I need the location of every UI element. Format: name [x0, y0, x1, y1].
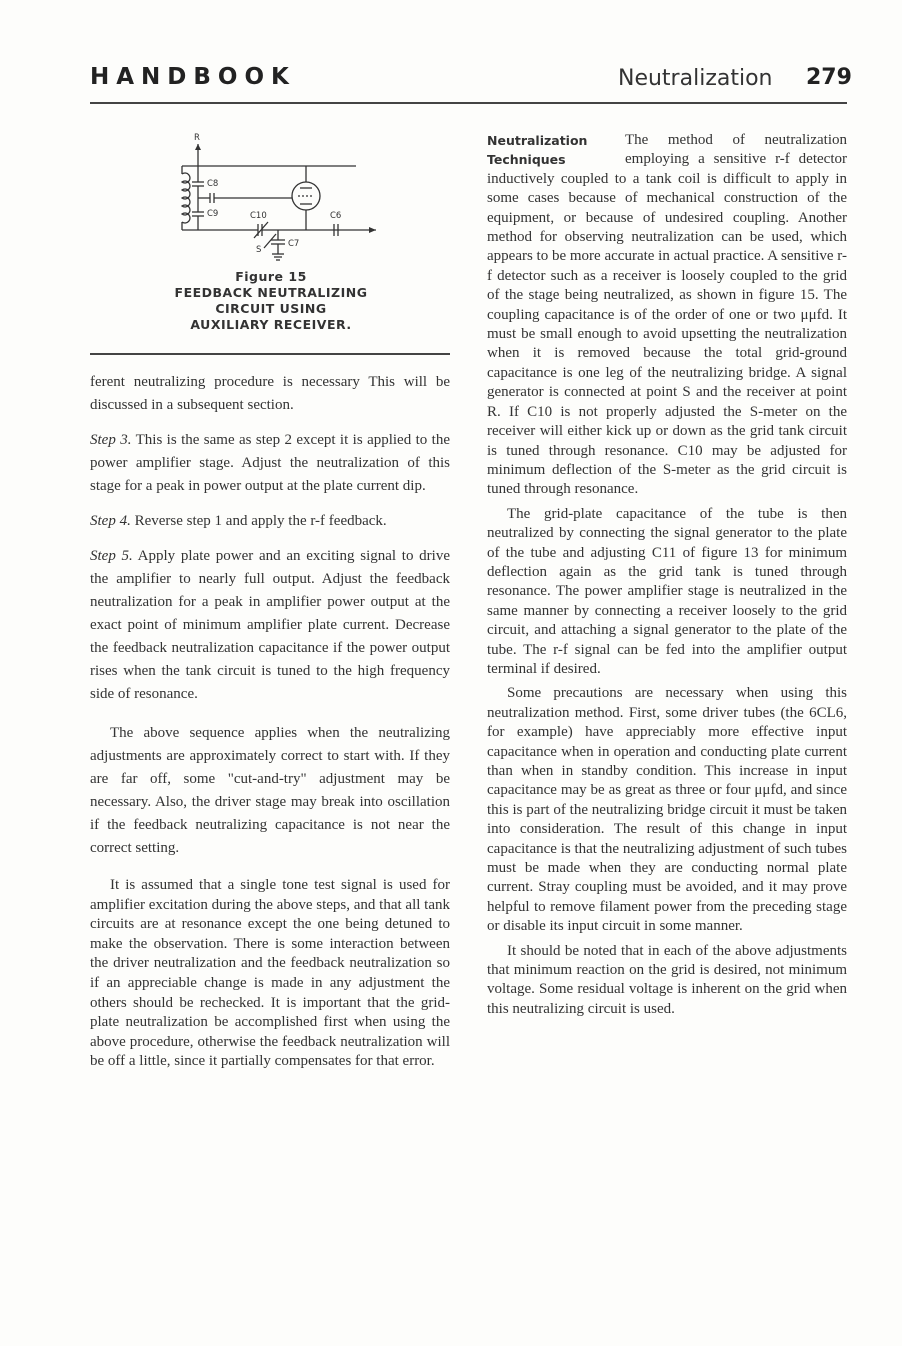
step-5-text: Apply plate power and an exciting signal to drive the amplifier to nearly full output. Adjust the feedback neutralization for a peak in amplifier power output at the exact point of minimum amplifier plate current. Decrease the feedback neutralization capacitance if the power output rises when the tank circuit is tuned to the high frequency side of resonance. — [90, 548, 450, 702]
label-s: S — [256, 245, 262, 255]
paragraph-continued: ferent neutralizing procedure is necessary This will be discussed in a subsequent section. — [90, 374, 450, 413]
figure-rule — [90, 353, 450, 355]
r-arrow — [195, 144, 201, 150]
output-arrow — [369, 227, 376, 233]
sidehead-line-2: Techniques — [487, 152, 566, 168]
step-3-label: Step 3. — [90, 432, 132, 448]
paragraph-grid-plate: The grid-plate capacitance of the tube is then neutralized by connecting the signal generator to the plate of the tube and adjusting C11 of figure 13 for minimum deflection again as the grid tank is tuned through resonance. The power amplifier stage is neutralized in the same manner by connecting a receiver loosely to the grid circuit, and attaching a signal generator to the plate of the tube. The r-f signal can be fed into the amplifier output terminal if desired. — [487, 505, 847, 677]
figure-15-schematic — [170, 130, 390, 270]
figure-caption-line-2: CIRCUIT USING — [215, 301, 327, 316]
paragraph-assumed: It is assumed that a single tone test signal is used for amplifier excitation during the above steps, and that all tank circuits are at resonance except the one being detuned to make the observation. There is some interaction between the driver neutralization and the feedback neutralization so if an appreciable change is made in any adjustment the others should be rechecked. It is important that the grid-plate neutralization be accomplished first when using the above procedure, otherwise the feedback neutralization will be off a little, since it partially compensates for that error. — [90, 877, 450, 1070]
step-3-text: This is the same as step 2 except it is applied to the power amplifier stage. Adjust the neutralization of this stage for a peak in power output at the plate current dip. — [90, 432, 451, 494]
label-c7: C7 — [288, 239, 300, 249]
paragraph-step-3 — [90, 429, 450, 498]
paragraph-precautions: Some precautions are necessary when using this neutralization method. First, some driver tubes (the 6CL6, for example) have appreciably more effective input capacitance when in operation and conducting plate current than when in standby condition. This increase in input capacitance may be as great as three or four μμfd, and since this is part of the neutralizing bridge circuit it must be taken into consideration. The result of this change in input capacitance is that the neutralizing adjustment of such tubes must be made when they are conducting normal plate current. Stray coupling must be avoided, and it may prove helpful to remove filament power from the preceding stage or disable its input circuit in some manner. — [487, 685, 847, 935]
figure-caption-line-1: FEEDBACK NEUTRALIZING — [174, 285, 368, 300]
figure-caption-line-3: AUXILIARY RECEIVER. — [190, 317, 352, 332]
paragraph-sequence: The above sequence applies when the neutralizing adjustments are approximately correct to start with. If they are far off, some "cut-and-try" adjustment may be necessary. Also, the driver stage may break into oscillation if the feedback neutralizing capacitance is not near the correct setting. — [90, 725, 450, 856]
running-header-chapter: Neutralization — [618, 66, 773, 91]
paragraph-techniques: The method of neutralization employing a sensitive r-f detector inductively coupled to a tank coil is difficult to apply in some cases because of mechanical construction of the equipment, or because of undesired coupling. Another method for observing neutralization can be used, which appears to be more accurate in actual practice. A sensitive r-f detector such as a receiver is loosely coupled to the grid of the stage being neutralized, as shown in figure 15. The coupling capacitance is of the order of one or two μμfd. It must be small enough to avoid upsetting the neutralization when it is removed because the total grid-ground capacitance is one leg of the neutralizing bridge. A signal generator is connected at point S and the receiver at point R. If C10 is not properly adjusted the S-meter on the receiver will either kick up or down as the grid tank circuit is tuned through resonance. C10 may be adjusted for minimum deflection of the S-meter as the grid circuit is tuned through resonance. — [487, 132, 847, 498]
step-5-label: Step 5. — [90, 548, 133, 564]
left-column — [90, 371, 450, 1084]
sidehead-line-1: Neutralization — [487, 133, 588, 148]
section-sidehead — [487, 131, 617, 170]
label-r: R — [194, 133, 200, 143]
paragraph-step-4 — [90, 510, 450, 533]
label-c8: C8 — [207, 179, 219, 189]
running-header-book: HANDBOOK — [90, 64, 296, 90]
header-rule — [90, 102, 847, 104]
label-c6: C6 — [330, 211, 342, 221]
right-column — [487, 131, 847, 1024]
page-number: 279 — [806, 65, 852, 90]
step-4-text: Reverse step 1 and apply the r-f feedback. — [130, 513, 387, 529]
figure-number: Figure 15 — [235, 269, 307, 284]
figure-caption — [92, 269, 450, 333]
label-c9: C9 — [207, 209, 219, 219]
tank-coil — [182, 173, 190, 223]
paragraph-step-5 — [90, 545, 450, 706]
label-c10: C10 — [250, 211, 267, 221]
paragraph-noted: It should be noted that in each of the above adjustments that minimum reaction on the grid is desired, not minimum voltage. Some residual voltage is inherent on the grid when this neutralizing circuit is used. — [487, 942, 847, 1017]
s-arrow-line — [264, 234, 276, 248]
step-4-label: Step 4. — [90, 513, 131, 529]
